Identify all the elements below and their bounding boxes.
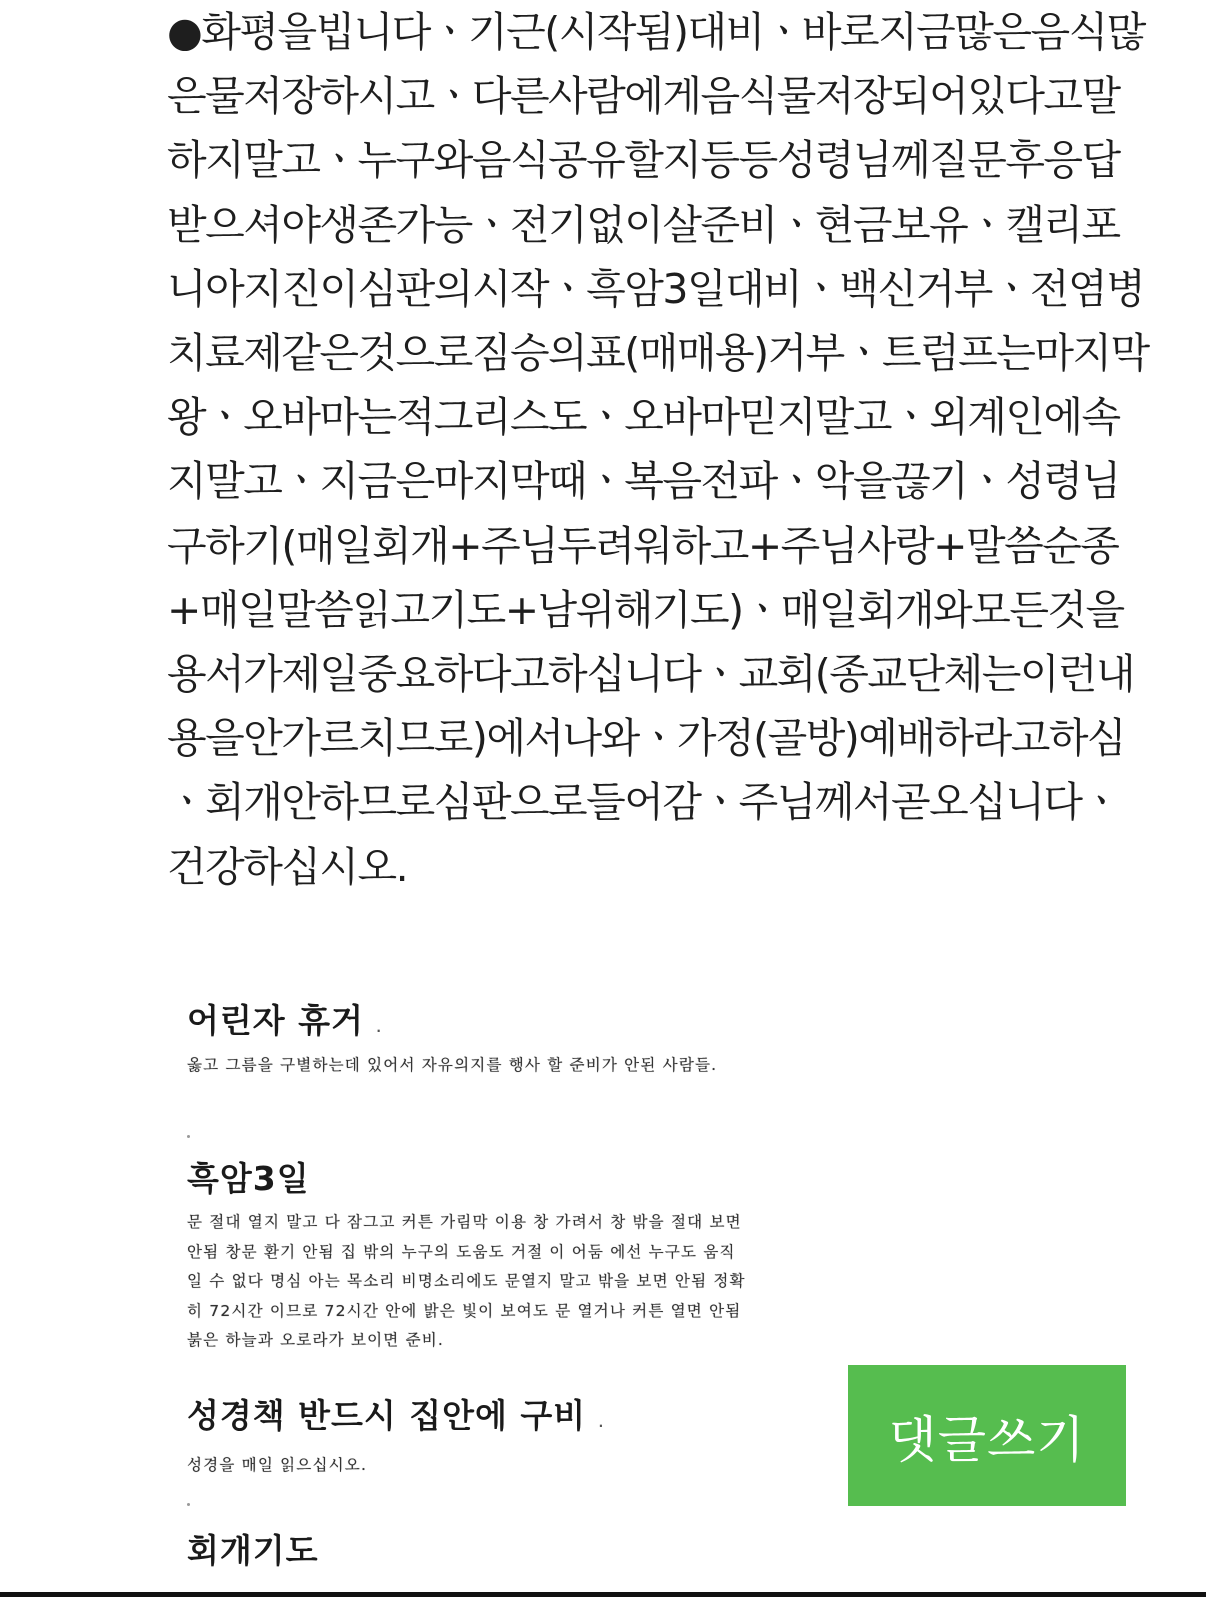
doc-heading-repentance-prayer: 회개기도 [187,1531,319,1570]
write-comment-button[interactable]: 댓글쓰기 [848,1365,1126,1506]
doc-heading-three-days-darkness: 흑암3일 [187,1159,310,1198]
doc-body-rapture: 옳고 그름을 구별하는데 있어서 자유의지를 행사 할 준비가 안된 사람들. [187,1056,718,1074]
doc-heading-bible: 성경책 반드시 집안에 구비 . [187,1396,605,1435]
doc-body-three-days-darkness: 문 절대 열지 말고 다 잠그고 커튼 가림막 이용 창 가려서 창 밖을 절대 보면 안됨 창문 환기 안됨 집 밖의 누구의 도움도 거절 이 어둠 에선 누구도 움직일 수 없다 명심 아는 목소리 비명소리에도 문열지 말고 밖을 보면 안됨 정확히 72시간 이므로 72시간 안에 밝은 빛이 보여도 문 열거나 커튼 열면 안됨 붉은 하늘과 오로라가 보이면 준비. [187,1213,746,1349]
post-body-text: ●화평을빕니다ㆍ기근(시작됨)대비ㆍ바로지금많은음식많은물저장하시고ㆍ다른사람에게음식물저장되어있다고말하지말고ㆍ누구와음식공유할지등등성령님께질문후응답받으셔야생존가능ㆍ전기없이살준비ㆍ현금보유ㆍ캘리포니아지진이심판의시작ㆍ흑암3일대비ㆍ백신거부ㆍ전염병치료제같은것으로짐승의표(매매용)거부ㆍ트럼프는마지막왕ㆍ오바마는적그리스도ㆍ오바마믿지말고ㆍ외계인에속지말고ㆍ지금은마지막때ㆍ복음전파ㆍ악을끊기ㆍ성령님구하기(매일회개+주님두려워하고+주님사랑+말씀순종+매일말씀읽고기도+남위해기도)ㆍ매일회개와모든것을용서가제일중요하다고하십니다ㆍ교회(종교단체는이런내용을안가르치므로)에서나와ㆍ가정(골방)예배하라고하심ㆍ회개안하므로심판으로들어감ㆍ주님께서곧오십니다ㆍ건강하십시오. [167,8,1149,891]
doc-bullet-dot [187,1135,190,1138]
embedded-document-image [167,985,767,1597]
doc-body-bible: 성경을 매일 읽으십시오. [187,1456,368,1474]
doc-bullet-dot [187,1503,190,1506]
doc-heading-rapture: 어린자 휴거 . [187,1001,382,1040]
bottom-divider [0,1592,1206,1597]
